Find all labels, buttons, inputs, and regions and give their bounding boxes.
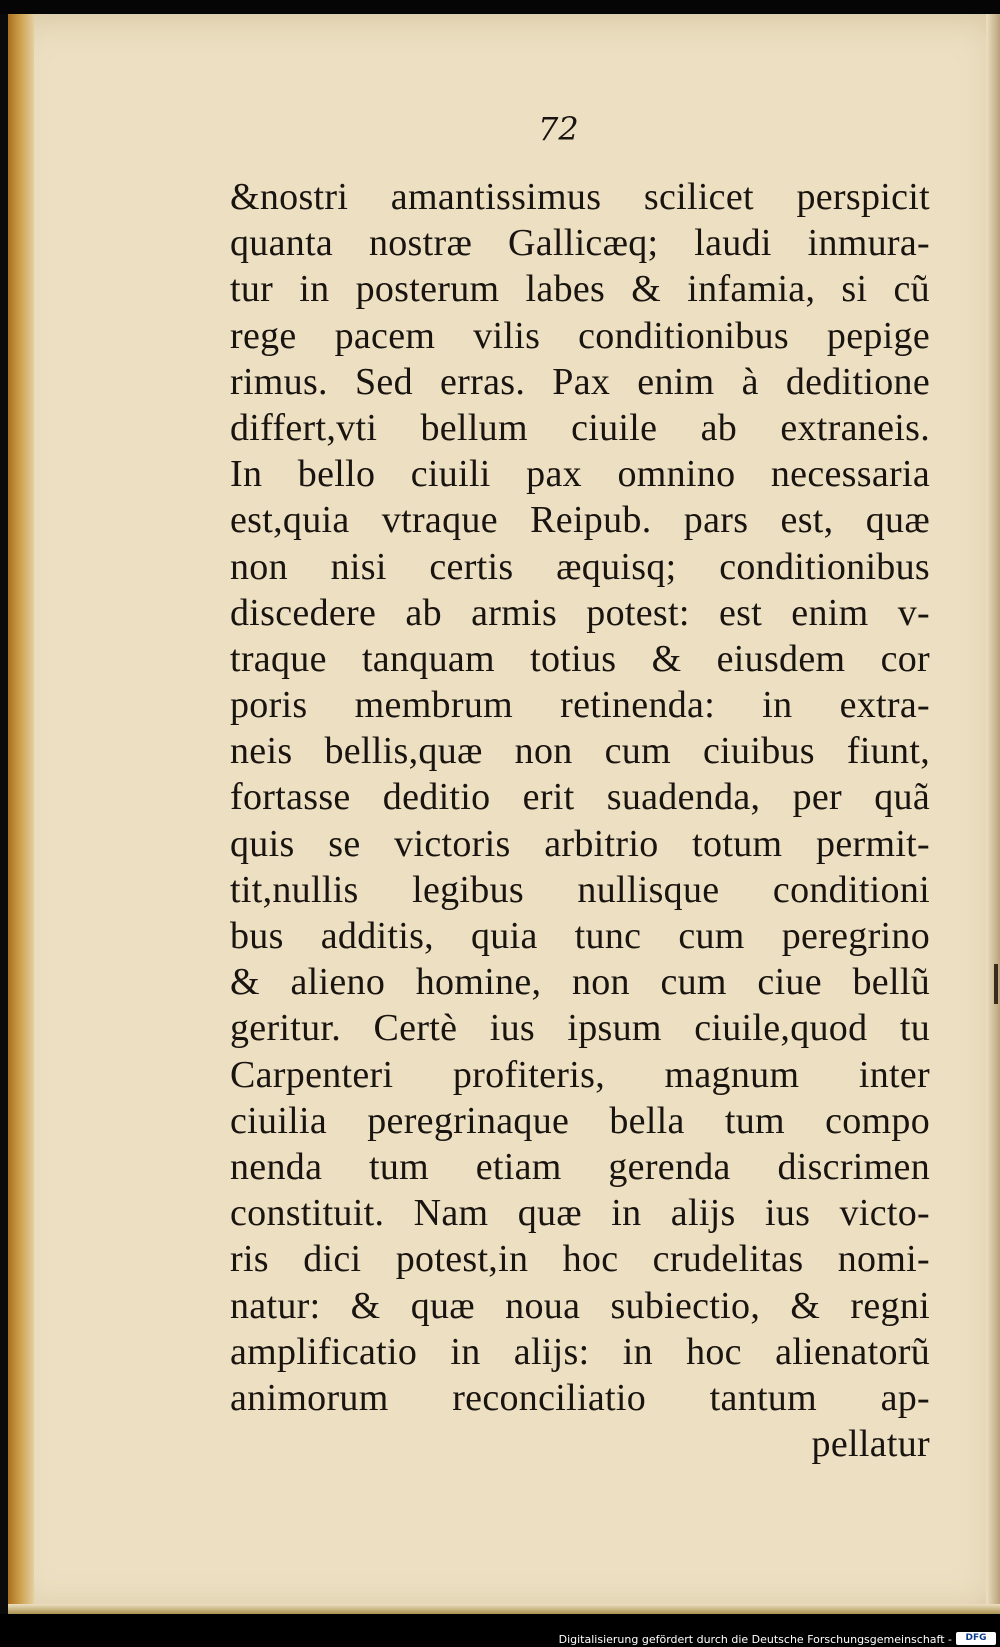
text-line: traque tanquam totius & eiusdem cor <box>230 637 930 680</box>
text-line: quanta nostræ Gallicæq; laudi inmura- <box>230 222 930 265</box>
page-number: 72 <box>538 110 579 148</box>
page-text-block <box>230 174 930 1467</box>
text-line: bus additis, quia tunc cum peregrino <box>230 915 930 957</box>
text-line: amplificatio in alijs: in hoc alienatorũ <box>230 1330 930 1373</box>
funding-credit: Digitalisierung gefördert durch die Deutsche Forschungsgemeinschaft - <box>558 1633 952 1646</box>
text-line: est,quia vtraque Reipub. pars est, quæ <box>230 499 930 542</box>
text-line: poris membrum retinenda: in extra- <box>230 684 930 727</box>
text-line: differt,vti bellum ciuile ab extraneis. <box>230 406 930 449</box>
text-line: neis bellis,quæ non cum ciuibus fiunt, <box>230 730 930 773</box>
catchword: pellatur <box>811 1423 930 1466</box>
text-line: discedere ab armis potest: est enim v- <box>230 591 930 634</box>
text-line: &nostri amantissimus scilicet perspicit <box>230 176 930 218</box>
text-line: rimus. Sed erras. Pax enim à deditione <box>230 360 930 403</box>
text-line: rege pacem vilis conditionibus pepige <box>230 314 930 357</box>
text-line: tur in posterum labes & infamia, si cũ <box>230 268 930 311</box>
text-line: non nisi certis æquisq; conditionibus <box>230 545 930 588</box>
text-line: natur: & quæ noua subiectio, & regni <box>230 1284 930 1327</box>
text-line: nenda tum etiam gerenda discrimen <box>230 1145 930 1188</box>
text-line: ris dici potest,in hoc crudelitas nomi- <box>230 1238 930 1281</box>
page-bottom-edge <box>8 1604 1000 1614</box>
dfg-logo-icon: DFG <box>956 1632 996 1645</box>
text-line: tit,nullis legibus nullisque conditioni <box>230 868 930 911</box>
scan-top-edge <box>0 0 1000 14</box>
book-page <box>8 14 1000 1614</box>
text-line: geritur. Certè ius ipsum ciuile,quod tu <box>230 1007 930 1050</box>
text-line: In bello ciuili pax omnino necessaria <box>230 453 930 496</box>
page-gutter-edge <box>8 14 34 1614</box>
text-line: Carpenteri profiteris, magnum inter <box>230 1053 930 1096</box>
page-edge-mark <box>994 964 998 1004</box>
text-line: constituit. Nam quæ in alijs ius victo- <box>230 1192 930 1235</box>
text-line: ciuilia peregrinaque bella tum compo <box>230 1099 930 1142</box>
text-line: fortasse deditio erit suadenda, per quã <box>230 776 930 819</box>
text-line: quis se victoris arbitrio totum permit- <box>230 822 930 865</box>
page-right-edge <box>986 14 1000 1614</box>
text-line: animorum reconciliatio tantum ap- <box>230 1376 930 1419</box>
text-line: & alieno homine, non cum ciue bellũ <box>230 961 930 1004</box>
